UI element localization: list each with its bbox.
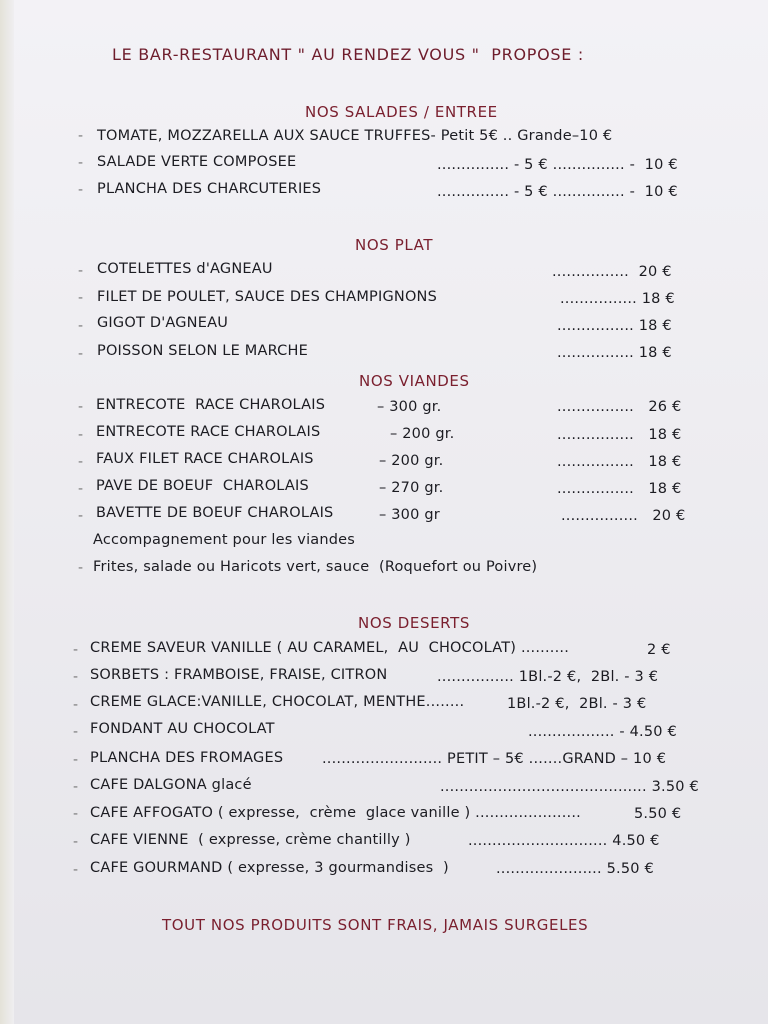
menu-item-price: ................ 18 € [557, 345, 672, 361]
dash-marker: - [78, 560, 84, 576]
menu-item-price: 1Bl.-2 €, 2Bl. - 3 € [507, 696, 647, 712]
menu-item-weight: – 300 gr. [377, 399, 442, 415]
dash-marker: - [73, 669, 79, 685]
menu-item-name: ENTRECOTE RACE CHAROLAIS [96, 424, 321, 440]
dash-marker: - [73, 724, 79, 740]
menu-item-price: ............... - 5 € ............... - 10 € [437, 184, 678, 200]
menu-item-price: ................ 26 € [557, 399, 682, 415]
dash-marker: - [78, 427, 84, 443]
menu-item-price: 5.50 € [634, 806, 682, 822]
menu-item-price: ............... - 5 € ............... - 10 € [437, 157, 678, 173]
menu-item-name: SORBETS : FRAMBOISE, FRAISE, CITRON [90, 667, 388, 683]
dash-marker: - [73, 642, 79, 658]
dash-marker: - [78, 182, 84, 198]
menu-item-weight: – 270 gr. [379, 480, 444, 496]
section-heading-viandes: NOS VIANDES [359, 372, 470, 390]
dash-marker: - [78, 346, 84, 362]
menu-item-price: ......................... PETIT – 5€ .......GRAND – 10 € [322, 751, 667, 767]
dash-marker: - [78, 318, 84, 334]
menu-item-name: CAFE DALGONA glacé [90, 777, 252, 793]
menu-item-name: ENTRECOTE RACE CHAROLAIS [96, 397, 326, 413]
menu-item-name: GIGOT D'AGNEAU [97, 315, 229, 331]
dash-marker: - [73, 806, 79, 822]
menu-item-name: PLANCHA DES CHARCUTERIES [97, 181, 322, 197]
menu-item-price: .................. - 4.50 € [528, 724, 677, 740]
menu-item-name: FONDANT AU CHOCOLAT [90, 721, 275, 737]
accompaniment-title: Accompagnement pour les viandes [93, 532, 356, 548]
accompaniment-text: Frites, salade ou Haricots vert, sauce (Roquefort ou Poivre) [93, 559, 538, 575]
dash-marker: - [73, 752, 79, 768]
menu-item-weight: – 300 gr [379, 507, 440, 523]
menu-item-name: CREME GLACE:VANILLE, CHOCOLAT, MENTHE........ [90, 694, 465, 710]
dash-marker: - [78, 155, 84, 171]
menu-item-name: SALADE VERTE COMPOSEE [97, 154, 297, 170]
dash-marker: - [73, 834, 79, 850]
menu-item-price: ................ 20 € [552, 264, 672, 280]
menu-item-name: TOMATE, MOZZARELLA AUX SAUCE TRUFFES- Petit 5€ .. Grande–10 € [97, 128, 613, 144]
menu-item-name: CREME SAVEUR VANILLE ( AU CARAMEL, AU CHOCOLAT) .......... [90, 640, 570, 656]
menu-item-name: CAFE GOURMAND ( expresse, 3 gourmandises ) [90, 860, 449, 876]
menu-item-weight: – 200 gr. [390, 426, 455, 442]
menu-item-name: CAFE VIENNE ( expresse, crème chantilly ) [90, 832, 411, 848]
section-heading-plat: NOS PLAT [355, 236, 434, 254]
menu-item-name: BAVETTE DE BOEUF CHAROLAIS [96, 505, 334, 521]
dash-marker: - [78, 399, 84, 415]
menu-item-name: FILET DE POULET, SAUCE DES CHAMPIGNONS [97, 289, 438, 305]
dash-marker: - [78, 508, 84, 524]
dash-marker: - [73, 862, 79, 878]
menu-item-name: POISSON SELON LE MARCHE [97, 343, 308, 359]
menu-item-name: COTELETTES d'AGNEAU [97, 261, 273, 277]
menu-footer: TOUT NOS PRODUITS SONT FRAIS, JAMAIS SURGELES [162, 916, 589, 934]
menu-item-price: ...................... 5.50 € [496, 861, 654, 877]
menu-item-price: ................ 20 € [561, 508, 686, 524]
menu-item-name: PLANCHA DES FROMAGES [90, 750, 284, 766]
menu-item-name: PAVE DE BOEUF CHAROLAIS [96, 478, 309, 494]
dash-marker: - [78, 290, 84, 306]
dash-marker: - [78, 263, 84, 279]
section-heading-salades: NOS SALADES / ENTREE [305, 103, 498, 121]
menu-item-price: ........................................... 3.50 € [440, 779, 699, 795]
menu-item-price: 2 € [647, 642, 671, 658]
section-heading-deserts: NOS DESERTS [358, 614, 470, 632]
menu-item-name: CAFE AFFOGATO ( expresse, crème glace vanille ) ...................... [90, 805, 581, 821]
menu-item-price: ................ 18 € [557, 454, 682, 470]
dash-marker: - [78, 481, 84, 497]
dash-marker: - [73, 697, 79, 713]
menu-item-price: ................ 1Bl.-2 €, 2Bl. - 3 € [437, 669, 659, 685]
menu-title: LE BAR-RESTAURANT " AU RENDEZ VOUS " PROPOSE : [112, 45, 584, 64]
menu-item-price: ............................. 4.50 € [468, 833, 660, 849]
menu-item-name: FAUX FILET RACE CHAROLAIS [96, 451, 314, 467]
menu-item-weight: – 200 gr. [379, 453, 444, 469]
dash-marker: - [78, 128, 84, 144]
menu-item-price: ................ 18 € [560, 291, 675, 307]
menu-item-price: ................ 18 € [557, 318, 672, 334]
menu-item-price: ................ 18 € [557, 427, 682, 443]
menu-item-price: ................ 18 € [557, 481, 682, 497]
dash-marker: - [78, 454, 84, 470]
dash-marker: - [73, 779, 79, 795]
